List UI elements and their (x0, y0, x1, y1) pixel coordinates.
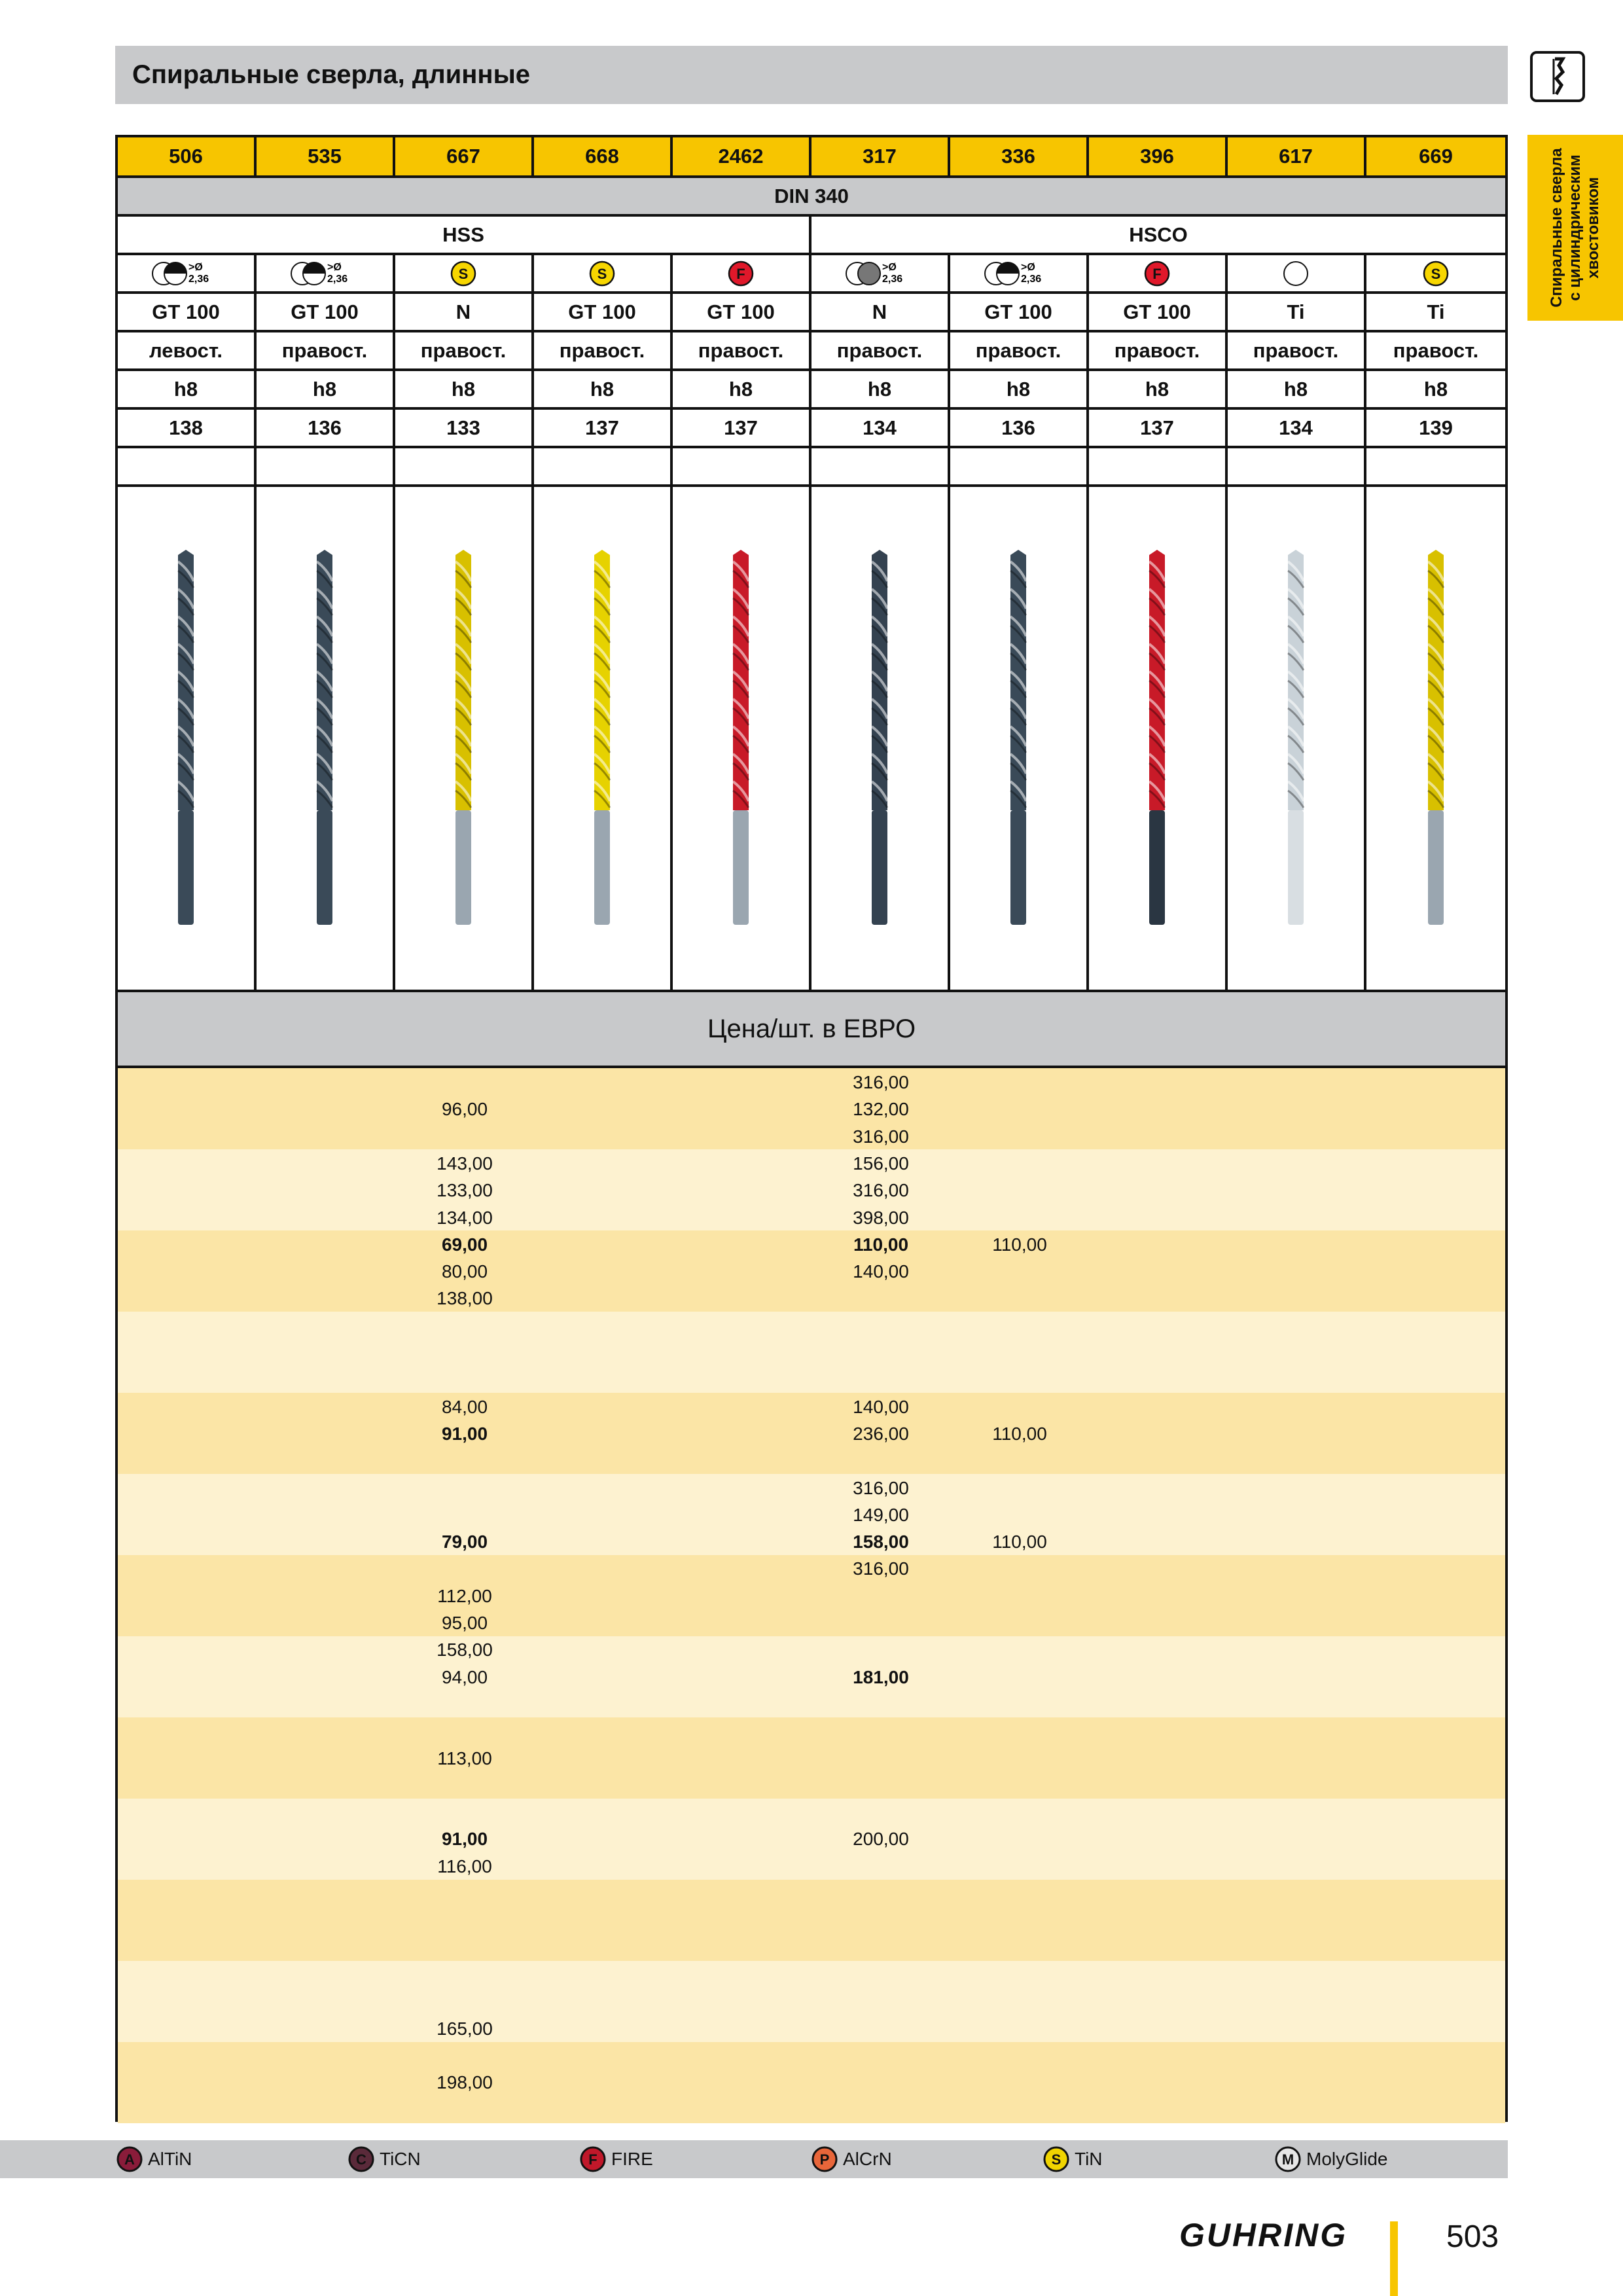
tool-type: GT 100 (118, 294, 257, 330)
drill-image-cell (812, 487, 950, 990)
cutting-direction: правост. (673, 332, 812, 368)
fire-coating-icon (1118, 257, 1196, 290)
price-value: 116,00 (437, 1856, 492, 1876)
material-hsco: HSCO (1129, 223, 1188, 246)
drill-bit-image (1137, 548, 1177, 928)
article-number: 336 (950, 137, 1089, 175)
fire-coating-icon (702, 257, 780, 290)
svg-text:2,36: 2,36 (882, 273, 903, 285)
svg-text:A: A (124, 2151, 135, 2168)
tolerance: h8 (950, 371, 1089, 407)
drill-image-cell (118, 487, 257, 990)
price-value: 79,00 (441, 1532, 488, 1552)
legend-label: MolyGlide (1306, 2149, 1388, 2169)
article-number: 617 (1228, 137, 1366, 175)
price-value: 158,00 (853, 1532, 909, 1552)
legend-item (579, 2140, 653, 2178)
drill-image-cell (673, 487, 812, 990)
cutting-direction: левост. (118, 332, 257, 368)
tolerance: h8 (812, 371, 950, 407)
price-value: 316,00 (853, 1477, 909, 1498)
price-value: 110,00 (853, 1234, 909, 1255)
product-table (115, 135, 1508, 2122)
side-tab-line2: с цилиндрическим (1566, 154, 1584, 301)
drill-image-cell (534, 487, 673, 990)
price-value: 138,00 (437, 1288, 493, 1309)
legend-item (1042, 2140, 1103, 2178)
cutting-direction: правост. (1089, 332, 1228, 368)
price-value: 132,00 (853, 1099, 909, 1120)
price-value: 110,00 (992, 1423, 1047, 1444)
coating-cell (812, 255, 950, 291)
type-row (118, 294, 1505, 332)
tin-coating-icon (563, 257, 641, 290)
svg-text:M: M (1281, 2151, 1294, 2168)
cutting-direction: правост. (1228, 332, 1366, 368)
drill-bit-image (444, 548, 483, 928)
category-side-tab[interactable] (1527, 135, 1623, 321)
drill-bit-image (582, 548, 622, 928)
svg-text:P: P (819, 2151, 830, 2168)
svg-text:>Ø: >Ø (188, 261, 203, 273)
tin-coating-icon (1042, 2145, 1071, 2174)
price-value: 94,00 (441, 1666, 488, 1687)
drill-bit-image (999, 548, 1038, 928)
price-header: Цена/шт. в ЕВРО (707, 1014, 916, 1043)
svg-text:C: C (356, 2151, 366, 2168)
coating-cell (257, 255, 395, 291)
tolerance: h8 (395, 371, 534, 407)
price-value: 198,00 (437, 2072, 493, 2093)
tool-type: N (395, 294, 534, 330)
legend-item (347, 2140, 421, 2178)
catalog-page-ref[interactable]: 136 (257, 410, 395, 446)
page-title-bar (115, 46, 1508, 104)
page-number: 503 (1446, 2219, 1499, 2254)
coating-cell (1089, 255, 1228, 291)
cutting-direction: правост. (534, 332, 673, 368)
altin-coating-icon (115, 2145, 144, 2174)
material-hss: HSS (118, 217, 812, 253)
article-number: 669 (1419, 145, 1453, 168)
tolerance: h8 (257, 371, 395, 407)
coating-cell (118, 255, 257, 291)
cutting-direction: правост. (1393, 338, 1479, 362)
coating-cell (950, 255, 1089, 291)
price-value: 398,00 (853, 1207, 909, 1228)
svg-text:F: F (588, 2151, 597, 2168)
cutting-direction: правост. (812, 332, 950, 368)
price-value: 316,00 (853, 1558, 909, 1579)
svg-text:S: S (1431, 265, 1441, 282)
price-band (118, 1961, 1505, 2042)
drill-image-cell (257, 487, 395, 990)
tin-coating-icon (1397, 257, 1475, 290)
alcrn-coating-icon (810, 2145, 839, 2174)
svg-text:2,36: 2,36 (1021, 273, 1042, 285)
drill-bit-image (860, 548, 899, 928)
drill-bit-image (305, 548, 344, 928)
price-value: 143,00 (437, 1153, 493, 1174)
fire-coating-icon (579, 2145, 607, 2174)
cutting-direction: правост. (257, 332, 395, 368)
price-value: 113,00 (437, 1748, 492, 1768)
svg-text:F: F (736, 265, 745, 282)
half-black-circle-icon (147, 257, 225, 290)
drill-category-icon (1529, 50, 1586, 103)
legend-label: AlTiN (148, 2149, 192, 2169)
brand-accent-bar (1390, 2221, 1398, 2296)
drill-image-cell (1228, 487, 1366, 990)
price-band (118, 1880, 1505, 1961)
drill-bit-image (721, 548, 760, 928)
tool-type: GT 100 (950, 294, 1089, 330)
article-number: 668 (534, 137, 673, 175)
svg-text:F: F (1152, 265, 1162, 282)
half-black-circle-icon (285, 257, 364, 290)
svg-text:S: S (1051, 2151, 1061, 2168)
price-value: 69,00 (441, 1234, 488, 1255)
article-number: 317 (812, 137, 950, 175)
catalog-page-ref[interactable]: 137 (1089, 410, 1228, 446)
catalog-page-ref[interactable]: 137 (534, 410, 673, 446)
empty-circle-icon (1257, 257, 1335, 290)
price-value: 316,00 (853, 1180, 909, 1201)
price-value: 133,00 (437, 1180, 493, 1201)
svg-text:>Ø: >Ø (1021, 261, 1035, 273)
tolerance-row (118, 371, 1505, 410)
price-value: 165,00 (437, 2018, 493, 2039)
price-value: 112,00 (437, 1585, 492, 1606)
tool-type: GT 100 (257, 294, 395, 330)
catalog-page-row (118, 410, 1505, 448)
tin-coating-icon (424, 257, 503, 290)
drill-image-cell (1089, 487, 1228, 990)
price-value: 316,00 (853, 1072, 909, 1092)
price-band (118, 1717, 1505, 1799)
price-value: 140,00 (853, 1396, 909, 1417)
article-number: 535 (257, 137, 395, 175)
half-black-circle-icon (979, 257, 1058, 290)
coating-cell (534, 255, 673, 291)
coating-cell (395, 255, 534, 291)
cutting-direction: правост. (950, 332, 1089, 368)
page-title: Спиральные сверла, длинные (132, 60, 530, 89)
svg-text:S: S (597, 265, 607, 282)
drill-bit-image (166, 548, 205, 928)
tool-type: Ti (1228, 294, 1366, 330)
price-value: 91,00 (441, 1423, 488, 1444)
tolerance: h8 (1089, 371, 1228, 407)
empty-row (118, 448, 1505, 487)
price-value: 156,00 (853, 1153, 909, 1174)
article-number: 506 (118, 137, 257, 175)
catalog-page-ref[interactable]: 136 (950, 410, 1089, 446)
article-number: 667 (395, 137, 534, 175)
price-value: 200,00 (853, 1829, 909, 1850)
catalog-page-ref[interactable]: 138 (118, 410, 257, 446)
catalog-page-ref[interactable]: 137 (673, 410, 812, 446)
svg-text:2,36: 2,36 (327, 273, 348, 285)
molyglide-coating-icon (1274, 2145, 1302, 2174)
drill-image-cell (395, 487, 534, 990)
article-number: 2462 (673, 137, 812, 175)
drill-bit-image (1276, 548, 1315, 928)
legend-label: TiCN (380, 2149, 421, 2169)
price-band (118, 2042, 1505, 2123)
article-number-row (118, 137, 1505, 178)
price-value: 91,00 (441, 1829, 488, 1850)
direction-row (118, 332, 1505, 371)
tool-type: Ti (1427, 300, 1445, 323)
price-value: 140,00 (853, 1261, 909, 1282)
tolerance: h8 (673, 371, 812, 407)
svg-text:S: S (458, 265, 469, 282)
price-header-row (118, 992, 1505, 1068)
legend-label: AlCrN (843, 2149, 892, 2169)
legend-item (115, 2140, 192, 2178)
price-value: 80,00 (441, 1261, 488, 1282)
price-value: 84,00 (441, 1396, 488, 1417)
cutting-direction: правост. (395, 332, 534, 368)
drill-image-cell (950, 487, 1089, 990)
drill-image-cell (1366, 487, 1505, 990)
standard-label: DIN 340 (774, 184, 849, 207)
coating-legend (0, 2140, 1508, 2178)
coating-cell (1228, 255, 1366, 291)
price-value: 158,00 (437, 1640, 493, 1660)
svg-text:2,36: 2,36 (188, 273, 209, 285)
tool-type: N (812, 294, 950, 330)
price-value: 95,00 (441, 1613, 488, 1633)
tool-type: GT 100 (534, 294, 673, 330)
svg-text:>Ø: >Ø (882, 261, 897, 273)
tolerance: h8 (534, 371, 673, 407)
catalog-page-ref[interactable]: 139 (1419, 416, 1453, 439)
price-band (118, 1312, 1505, 1393)
tolerance: h8 (118, 371, 257, 407)
tool-type: GT 100 (673, 294, 812, 330)
article-number: 396 (1089, 137, 1228, 175)
drill-bit-image (1416, 548, 1455, 928)
catalog-page-ref[interactable]: 134 (1228, 410, 1366, 446)
ticn-coating-icon (347, 2145, 376, 2174)
price-value: 181,00 (853, 1666, 909, 1687)
price-value: 134,00 (437, 1207, 493, 1228)
svg-text:>Ø: >Ø (327, 261, 342, 273)
coating-row (118, 255, 1505, 294)
price-value: 149,00 (853, 1504, 909, 1525)
coating-cell (673, 255, 812, 291)
catalog-page-ref[interactable]: 134 (812, 410, 950, 446)
price-value: 96,00 (441, 1099, 488, 1120)
standard-row (118, 178, 1505, 217)
legend-label: FIRE (611, 2149, 653, 2169)
legend-label: TiN (1075, 2149, 1103, 2169)
price-value: 316,00 (853, 1126, 909, 1147)
legend-item (1274, 2140, 1387, 2178)
side-tab-line3: хвостовиком (1584, 177, 1602, 279)
price-value: 236,00 (853, 1423, 909, 1444)
grey-circle-icon (840, 257, 919, 290)
price-value: 110,00 (992, 1532, 1047, 1552)
price-value: 110,00 (992, 1234, 1047, 1255)
tool-type: GT 100 (1089, 294, 1228, 330)
side-tab-line1: Спиральные сверла (1548, 148, 1565, 308)
brand-logo: GUHRING (1179, 2217, 1348, 2253)
catalog-page-ref[interactable]: 133 (395, 410, 534, 446)
tolerance: h8 (1423, 377, 1448, 401)
tolerance: h8 (1228, 371, 1366, 407)
legend-item (810, 2140, 892, 2178)
material-row (118, 217, 1505, 255)
drill-image-row (118, 487, 1505, 992)
coating-cell (1366, 255, 1505, 291)
